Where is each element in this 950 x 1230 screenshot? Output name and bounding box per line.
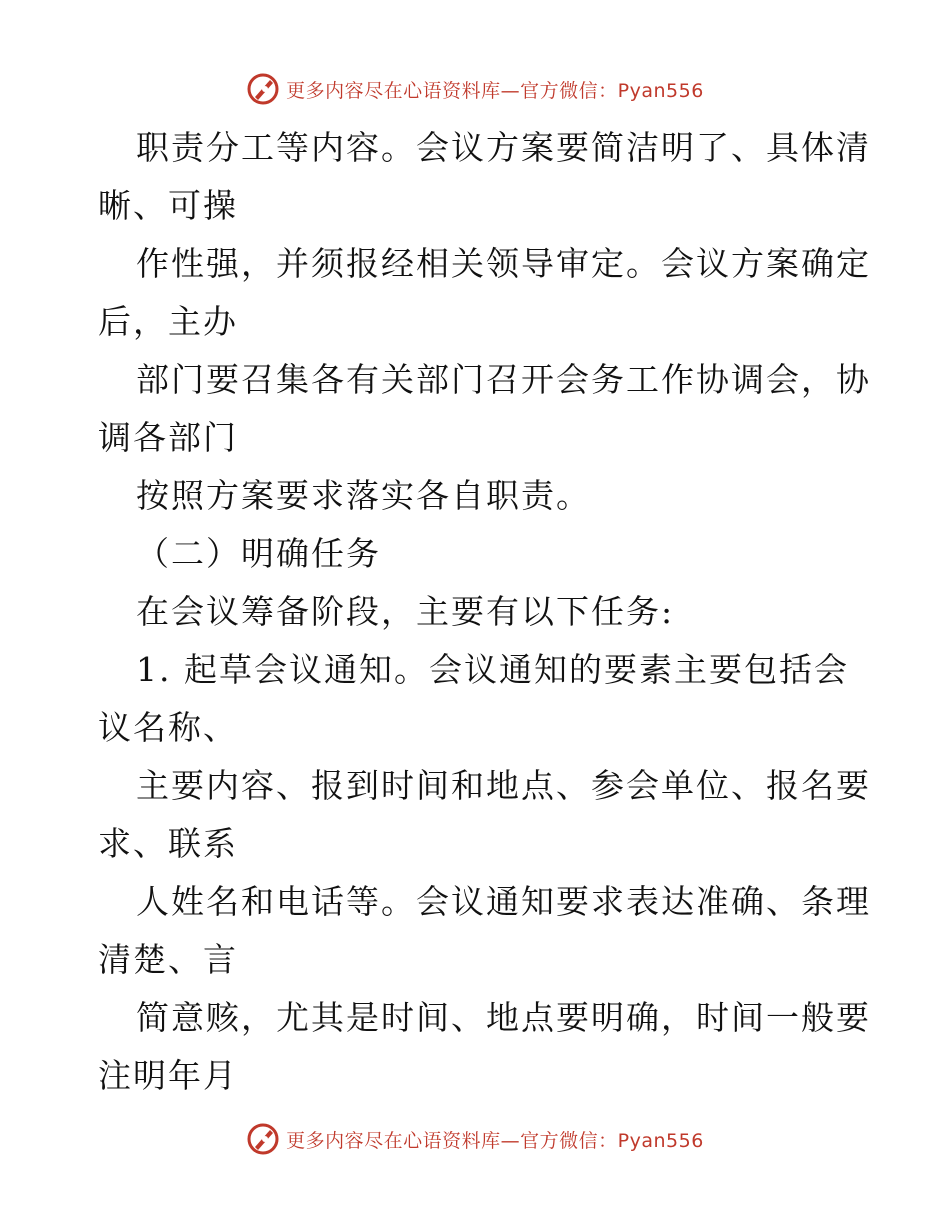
body-line: 议名称、 [98,708,238,747]
body-line: 求、联系 [98,824,238,863]
footer-wechat-id: Pyan556 [617,1129,704,1152]
body-line: 调各部门 [98,418,238,457]
footer-watermark-text [286,1126,704,1153]
body-line: 清楚、言 [98,940,238,979]
body-line: 作性强，并须报经相关领导审定。会议方案确定 [136,244,871,283]
body-line: 部门要召集各有关部门召开会务工作协调会，协 [136,360,871,399]
header-watermark [0,72,950,106]
header-watermark-label: 更多内容尽在心语资料库—官方微信： [286,79,618,102]
body-line: 后，主办 [98,302,238,341]
footer-watermark [0,1122,950,1156]
section-heading: （二）明确任务 [136,534,381,573]
body-line: 在会议筹备阶段，主要有以下任务: [136,592,675,631]
pen-logo-icon [246,72,280,106]
body-line: 1. 起草会议通知。会议通知的要素主要包括会 [136,650,849,689]
pen-logo-icon [246,1122,280,1156]
body-line: 简意赅，尤其是时间、地点要明确，时间一般要 [136,998,871,1037]
body-line: 注明年月 [98,1056,238,1095]
body-line: 人姓名和电话等。会议通知要求表达准确、条理 [136,882,871,921]
body-line: 主要内容、报到时间和地点、参会单位、报名要 [136,766,871,805]
header-wechat-id: Pyan556 [617,79,704,102]
body-line: 按照方案要求落实各自职责。 [136,476,591,515]
body-line: 职责分工等内容。会议方案要简洁明了、具体清 [136,128,871,167]
footer-watermark-label: 更多内容尽在心语资料库—官方微信： [286,1129,618,1152]
header-watermark-text [286,76,704,103]
body-line: 晰、可操 [98,186,238,225]
